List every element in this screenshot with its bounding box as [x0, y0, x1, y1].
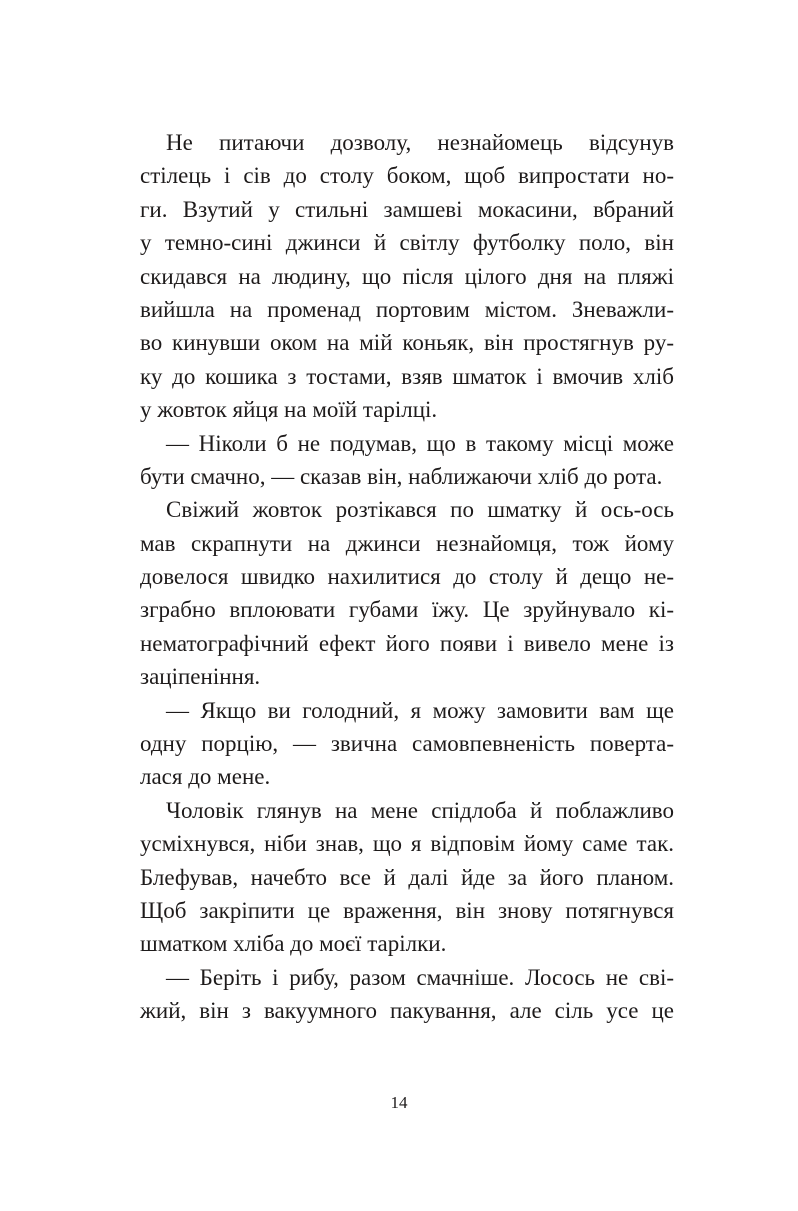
text-line: Чоловік глянув на мене спідлоба й поблажливо	[166, 797, 674, 823]
page-number: 14	[390, 1093, 408, 1112]
text-line: бути смачно, — сказав він, наближаючи хліб до рота.	[140, 463, 663, 489]
text-line: шматком хліба до моєї тарілки.	[140, 931, 447, 957]
text-line: довелося швидко нахилитися до столу й дещо не-	[140, 564, 674, 590]
text-line: — Ніколи б не подумав, що в такому місці може	[166, 430, 674, 456]
text-line: ги. Взутий у стильні замшеві мокасини, вбраний	[140, 196, 674, 222]
text-line: ку до кошика з тостами, взяв шматок і вмочив хліб	[140, 363, 674, 389]
text-line: одну порцію, — звична самовпевненість поверта-	[140, 731, 674, 757]
text-line: у жовток яйця на моїй тарілці.	[140, 397, 438, 423]
text-line: лася до мене.	[140, 764, 271, 790]
text-line: Щоб закріпити це враження, він знову потягнувся	[140, 897, 674, 923]
text-line: зграбно вплоювати губами їжу. Це зруйнувало кі-	[140, 597, 674, 623]
text-line: — Беріть і рибу, разом смачніше. Лосось не сві-	[166, 964, 674, 990]
text-line: вийшла на променад портовим містом. Зневажли-	[140, 296, 674, 322]
text-line: заціпеніння.	[140, 664, 261, 690]
text-line: Свіжий жовток розтікався по шматку й ось-ось	[166, 497, 674, 523]
text-line: у темно-сині джинси й світлу футболку поло, він	[140, 230, 674, 256]
text-line: стілець і сів до столу боком, щоб випростати но-	[140, 163, 674, 189]
text-line: усміхнувся, ніби знав, що я відповім йому саме так.	[140, 831, 674, 857]
text-line: мав скрапнути на джинси незнайомця, тож йому	[140, 530, 674, 556]
text-line: во кинувши оком на мій коньяк, він простягнув ру-	[140, 330, 674, 356]
text-line: — Якщо ви голодний, я можу замовити вам ще	[166, 697, 674, 723]
text-line: скидався на людину, що після цілого дня на пляжі	[140, 263, 674, 289]
body-text	[140, 126, 674, 1028]
text-line: Не питаючи дозволу, незнайомець відсунув	[166, 130, 674, 155]
text-line: жий, він з вакуумного пакування, але сіль усе це	[140, 998, 674, 1024]
text-line: нематографічний ефект його появи і вивело мене із	[140, 630, 674, 656]
text-line: Блефував, начебто все й далі йде за його планом.	[140, 864, 674, 890]
